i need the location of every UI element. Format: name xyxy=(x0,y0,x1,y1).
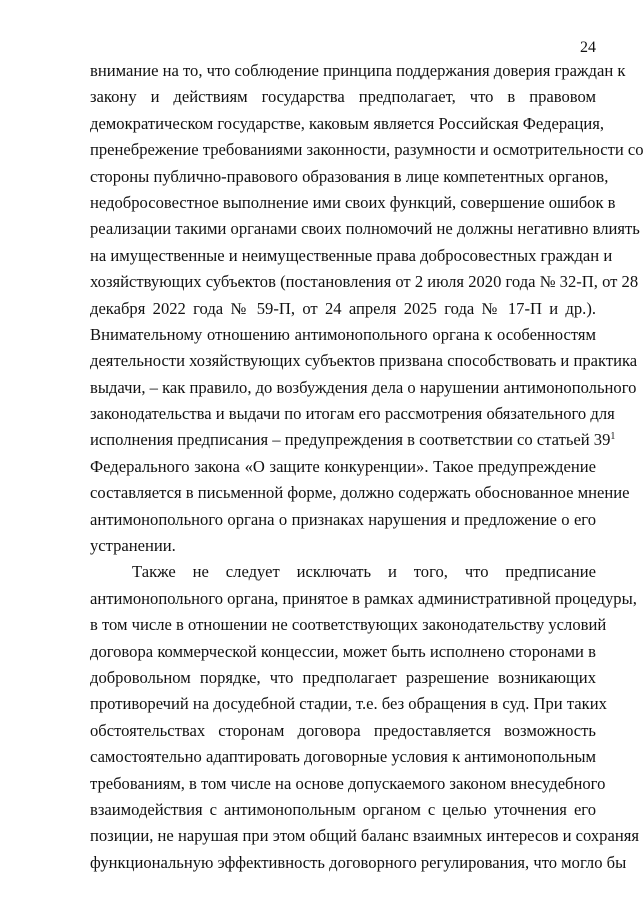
text-line: демократическом государстве, каковым является Российская Федерация, xyxy=(90,113,605,133)
page-number: 24 xyxy=(580,39,596,56)
text-line: на имущественные и неимущественные права добросовестных граждан и xyxy=(90,245,613,265)
text-line: позиции, не нарушая при этом общий баланс взаимных интересов и сохраняя xyxy=(90,826,639,846)
text-line: взаимодействия с антимонопольным органом с целью уточнения его xyxy=(90,799,596,819)
text-line: составляется в письменной форме, должно содержать обоснованное мнение xyxy=(90,483,630,503)
text-line: выдачи, – как правило, до возбуждения дела о нарушении антимонопольного xyxy=(90,377,637,397)
text-line: исполнения предписания – предупреждения в соответствии со статьей $39^1$ xyxy=(90,430,616,450)
text-line: хозяйствующих субъектов (постановления от 2 июля 2020 года № 32-П, от 28 xyxy=(90,272,639,292)
text-line: реализации такими органами своих полномочий не должны негативно влиять xyxy=(90,219,640,239)
text-line: стороны публично-правового образования в лице компетентных органов, xyxy=(90,166,609,186)
text-line: внимание на то, что соблюдение принципа поддержания доверия граждан к xyxy=(90,61,626,80)
text-line: самостоятельно адаптировать договорные условия к антимонопольным xyxy=(90,747,596,767)
text-line: договора коммерческой концессии, может быть исполнено сторонами в xyxy=(90,641,596,661)
text-line: противоречий на досудебной стадии, т.е. без обращения в суд. При таких xyxy=(90,694,607,714)
text-line: Внимательному отношению антимонопольного органа к особенностям xyxy=(90,324,596,344)
text-line: устранении. xyxy=(90,536,176,556)
text-line: законодательства и выдачи по итогам его рассмотрения обязательного для xyxy=(90,404,615,424)
text-line: Федерального закона «О защите конкуренции». Такое предупреждение xyxy=(90,456,596,476)
paragraph xyxy=(90,58,644,559)
text-line: Также не следует исключать и того, что предписание xyxy=(132,562,596,582)
text-line: антимонопольного органа о признаках нарушения и предложение о его xyxy=(90,509,596,529)
text-line: недобросовестное выполнение ими своих функций, совершение ошибок в xyxy=(90,192,616,212)
text-line: закону и действиям государства предполагает, что в правовом xyxy=(90,87,596,107)
text-line: обстоятельствах сторонам договора предоставляется возможность xyxy=(90,720,596,740)
text-line: пренебрежение требованиями законности, разумности и осмотрительности со xyxy=(90,140,644,160)
body-text xyxy=(90,58,644,876)
text-line: добровольном порядке, что предполагает разрешение возникающих xyxy=(90,667,596,687)
text-line: в том числе в отношении не соответствующих законодательству условий xyxy=(90,615,607,635)
text-line: антимонопольного органа, принятое в рамках административной процедуры, xyxy=(90,588,637,608)
text-line: деятельности хозяйствующих субъектов призвана способствовать и практика xyxy=(90,351,638,371)
text-line: функциональную эффективность договорного регулирования, что могло бы xyxy=(90,852,627,872)
text-line: декабря 2022 года № 59-П, от 24 апреля 2025 года № 17-П и др.). xyxy=(90,298,596,318)
footnote-superscript: 1 xyxy=(610,431,616,443)
text-line: требованиям, в том числе на основе допускаемого законом внесудебного xyxy=(90,773,606,793)
paragraph xyxy=(90,559,639,876)
